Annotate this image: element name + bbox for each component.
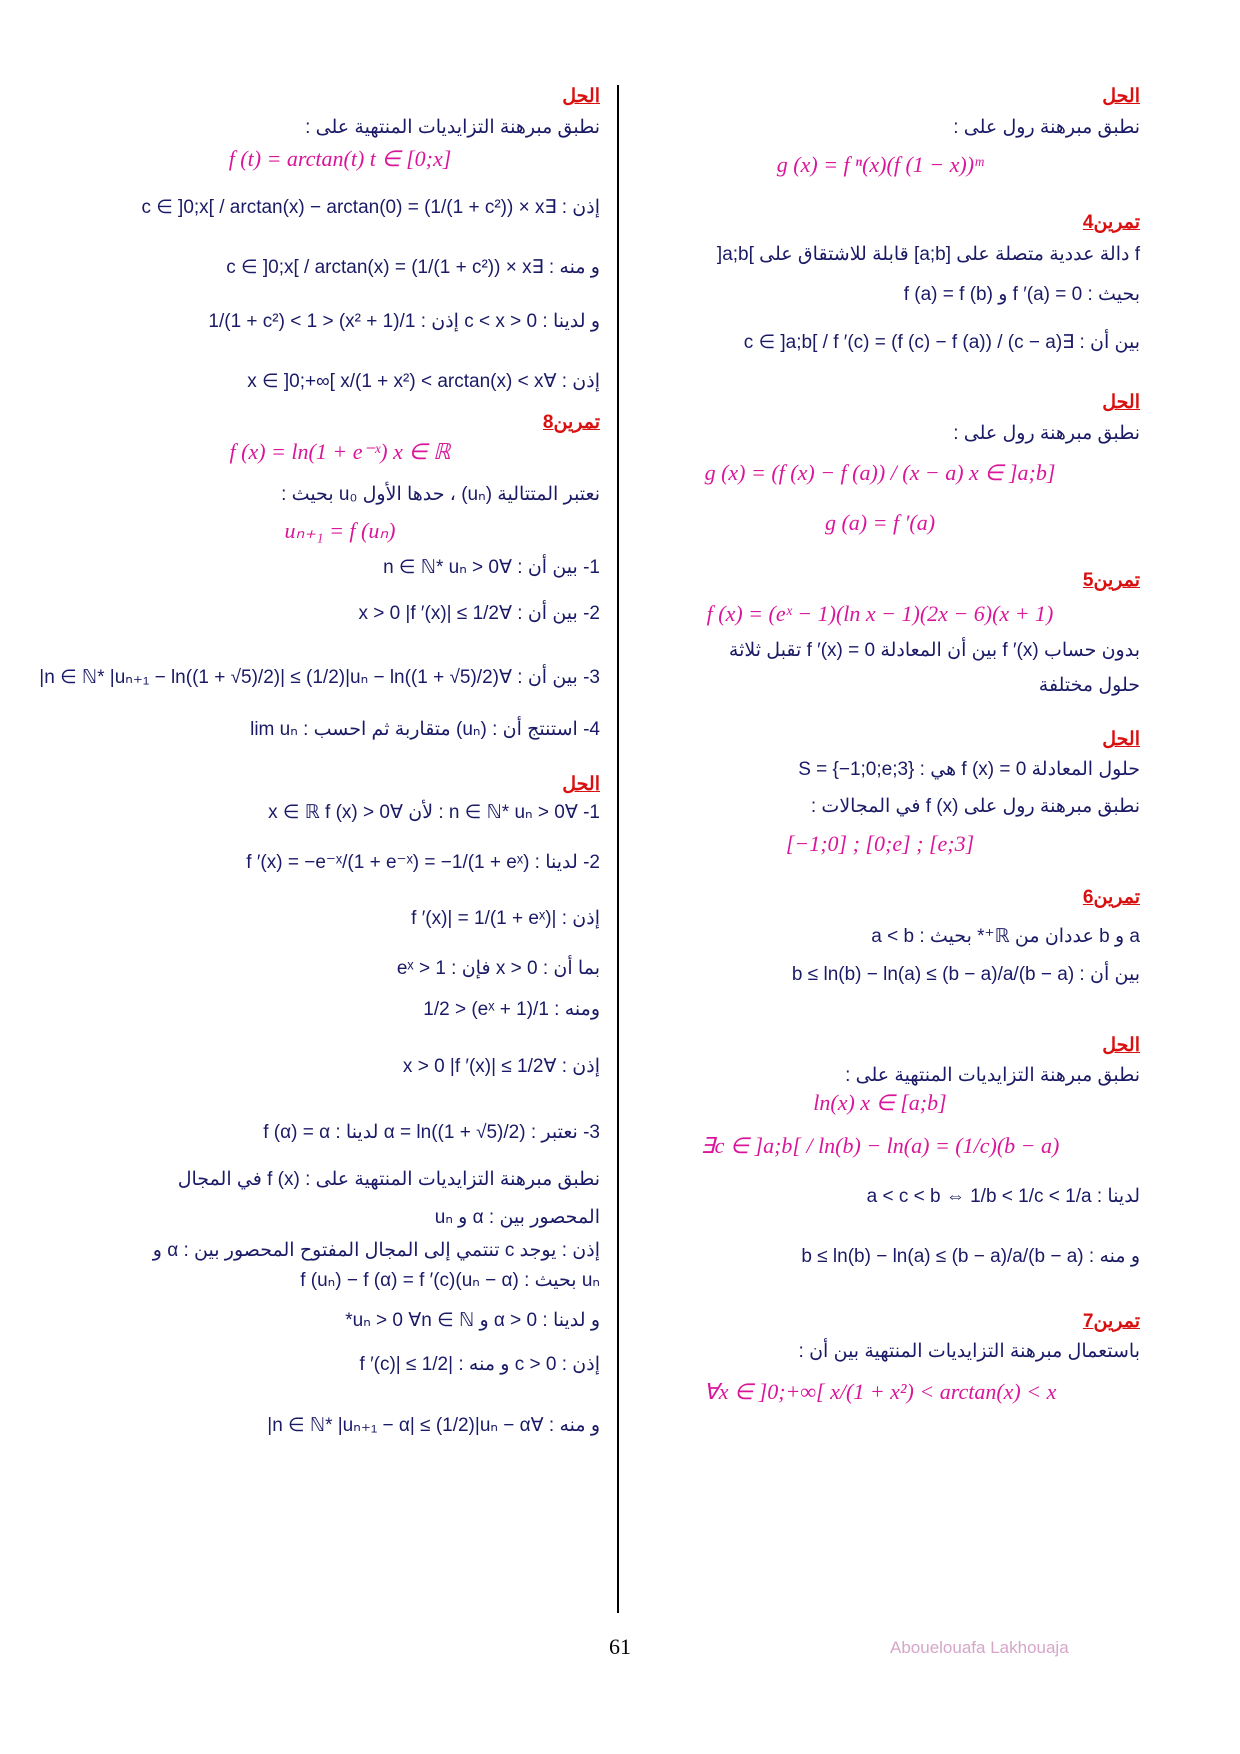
text-with-math: بدون حساب f ′(x) بين أن المعادلة f ′(x) = 0 تقبل ثلاثة bbox=[728, 640, 1140, 661]
text-with-math: 2- بين أن : ∀x > 0 |f ′(x)| ≤ 1/2 bbox=[358, 603, 600, 624]
text-with-math: بحيث : f ′(a) = 0 و f (a) = f (b) bbox=[903, 284, 1140, 305]
exercise-heading: تمرين5 bbox=[1082, 570, 1140, 591]
text-with-math: إذن : |f ′(x)| = 1/(1 + eˣ) bbox=[411, 908, 600, 929]
text-with-math: بين أن : (b − a)/b ≤ ln(b) − ln(a) ≤ (b − a)/a bbox=[791, 964, 1140, 985]
text-with-math: و لدينا : α > 0 و uₙ > 0 ∀n ∈ ℕ* bbox=[345, 1310, 600, 1331]
watermark: Abouelouafa Lakhouaja bbox=[890, 1638, 1069, 1657]
math-formula: ln(x) x ∈ [a;b] bbox=[813, 1090, 947, 1115]
solution-heading: الحل bbox=[1102, 392, 1140, 413]
text-with-math: و منه : ∃c ∈ ]0;x[ / arctan(x) = (1/(1 + c²)) × x bbox=[226, 257, 600, 278]
text-with-math: 4- استنتج أن : (uₙ) متقاربة ثم احسب : lim uₙ bbox=[250, 719, 600, 740]
solution-heading: الحل bbox=[562, 774, 600, 795]
math-formula: [−1;0] ; [0;e] ; [e;3] bbox=[785, 831, 975, 856]
text-with-math: إذن : يوجد c تنتمي إلى المجال المفتوح المحصور بين : α و bbox=[152, 1240, 600, 1261]
text-with-math: نعتبر المتتالية (uₙ) ، حدها الأول u₀ بحيث : bbox=[281, 484, 600, 505]
text-with-math: إذن : ∀x ∈ ]0;+∞[ x/(1 + x²) < arctan(x) < x bbox=[247, 371, 600, 392]
math-formula: g (a) = f ′(a) bbox=[824, 510, 936, 535]
exercise-heading: تمرين4 bbox=[1082, 212, 1140, 233]
text-with-math: 2- لدينا : f ′(x) = −e⁻ˣ/(1 + e⁻ˣ) = −1/(1 + eˣ) bbox=[246, 852, 600, 873]
text-with-math: uₙ بحيث : f (uₙ) − f (α) = f ′(c)(uₙ − α) bbox=[300, 1270, 600, 1291]
solution-heading: الحل bbox=[1102, 86, 1140, 107]
text-with-math: إذن : c > 0 و منه : |f ′(c)| ≤ 1/2 bbox=[359, 1354, 600, 1375]
solution-heading: الحل bbox=[1102, 729, 1140, 750]
text-with-math: بين أن : ∃c ∈ ]a;b[ / f ′(c) = (f (c) − f (a)) / (c − a) bbox=[743, 332, 1140, 353]
math-formula: f (x) = ln(1 + e⁻ˣ) x ∈ ℝ bbox=[229, 439, 451, 464]
page-number: 61 bbox=[609, 1634, 631, 1659]
column-divider bbox=[617, 85, 619, 1613]
math-formula: f (x) = (eˣ − 1)(ln x − 1)(2x − 6)(x + 1) bbox=[706, 601, 1054, 626]
text-with-math: نطبق مبرهنة التزايديات المنتهية على : f (x) في المجال bbox=[177, 1169, 600, 1190]
solution-heading: الحل bbox=[562, 86, 600, 107]
text-with-math: نطبق مبرهنة رول على f (x) في المجالات : bbox=[810, 796, 1140, 817]
exercise-heading: تمرين7 bbox=[1082, 1311, 1140, 1332]
text-with-math: 3- بين أن : ∀n ∈ ℕ* |uₙ₊₁ − ln((1 + √5)/2)| ≤ (1/2)|uₙ − ln((1 + √5)/2)| bbox=[39, 667, 600, 688]
text-with-math: المحصور بين : α و uₙ bbox=[434, 1207, 600, 1228]
text-with-math: 3- نعتبر : α = ln((1 + √5)/2) لدينا : f (α) = α bbox=[263, 1122, 600, 1143]
text-with-math: 1- بين أن : ∀n ∈ ℕ* uₙ > 0 bbox=[383, 557, 600, 578]
text-with-math: إذن : ∃c ∈ ]0;x[ / arctan(x) − arctan(0) = (1/(1 + c²)) × x bbox=[141, 197, 600, 218]
text-line: باستعمال مبرهنة التزايديات المنتهية بين أن : bbox=[798, 1341, 1140, 1362]
text-line: نطبق مبرهنة التزايديات المنتهية على : bbox=[305, 117, 600, 138]
text-line: نطبق مبرهنة التزايديات المنتهية على : bbox=[845, 1065, 1140, 1086]
exercise-heading: تمرين8 bbox=[542, 412, 600, 433]
text-line: حلول مختلفة bbox=[1038, 675, 1140, 696]
text-with-math: و لدينا : 0 < c < x إذن : 1/(1 + x²) < 1/(1 + c²) < 1 bbox=[208, 311, 600, 332]
text-with-math: و منه : ∀n ∈ ℕ* |uₙ₊₁ − α| ≤ (1/2)|uₙ − α| bbox=[267, 1415, 600, 1436]
math-formula: g (x) = f ⁿ(x)(f (1 − x))ᵐ bbox=[776, 152, 984, 177]
text-with-math: حلول المعادلة f (x) = 0 هي : S = {−1;0;e;3} bbox=[798, 759, 1140, 780]
math-formula: uₙ₊₁ = f (uₙ) bbox=[284, 518, 396, 543]
exercise-heading: تمرين6 bbox=[1082, 887, 1140, 908]
text-with-math: a و b عددان من ℝ⁺* بحيث : a < b bbox=[871, 926, 1140, 947]
text-with-math: 1- ∀n ∈ ℕ* uₙ > 0 : لأن ∀x ∈ ℝ f (x) > 0 bbox=[268, 802, 600, 823]
text-line: نطبق مبرهنة رول على : bbox=[953, 423, 1140, 444]
text-with-math: إذن : ∀x > 0 |f ′(x)| ≤ 1/2 bbox=[402, 1056, 600, 1077]
text-with-math: ومنه : 1/(1 + eˣ) < 1/2 bbox=[423, 999, 600, 1020]
math-formula: ∀x ∈ ]0;+∞[ x/(1 + x²) < arctan(x) < x bbox=[703, 1379, 1057, 1404]
text-line: نطبق مبرهنة رول على : bbox=[953, 117, 1140, 138]
math-formula: g (x) = (f (x) − f (a)) / (x − a) x ∈ ]a;b] bbox=[704, 460, 1056, 485]
text-with-math: و منه : (b − a)/b ≤ ln(b) − ln(a) ≤ (b − a)/a bbox=[801, 1246, 1140, 1267]
solution-heading: الحل bbox=[1102, 1035, 1140, 1056]
math-formula: ∃c ∈ ]a;b[ / ln(b) − ln(a) = (1/c)(b − a) bbox=[700, 1133, 1060, 1158]
text-with-math: بما أن : x > 0 فإن : eˣ > 1 bbox=[396, 958, 600, 979]
math-formula: f (t) = arctan(t) t ∈ [0;x] bbox=[228, 146, 452, 171]
text-with-math: f دالة عددية متصلة على [a;b] قابلة للاشتقاق على ]a;b[ bbox=[716, 244, 1140, 265]
text-with-math: لدينا : a < c < b ⇔ 1/b < 1/c < 1/a bbox=[866, 1186, 1140, 1207]
